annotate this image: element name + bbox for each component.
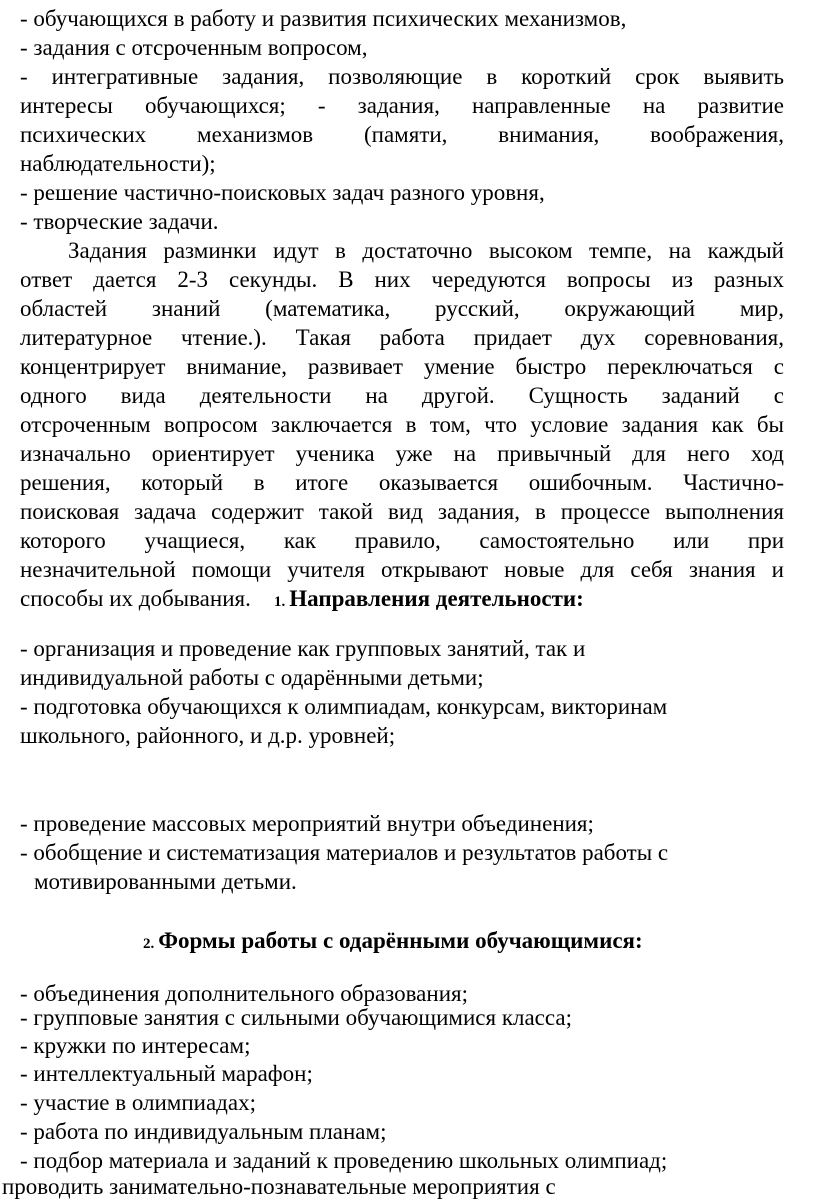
text-line: школьного, районного, и д.р. уровней; — [20, 723, 396, 748]
text-line: индивидуальной работы с одарёнными детьми; — [20, 665, 484, 690]
text-line: которого учащиеся, как правило, самостоятельно или при — [20, 528, 784, 553]
section-title: Направления деятельности: — [289, 586, 584, 611]
text-line: отсроченным вопросом заключается в том, что условие задания как бы — [20, 412, 784, 437]
text-line: незначительной помощи учителя открывают новые для себя знания и — [20, 557, 784, 582]
list-item: - интеллектуальный марафон; — [20, 1061, 313, 1086]
text-line: решения, который в итоге оказывается ошибочным. Частично- — [20, 470, 784, 495]
text-line: концентрирует внимание, развивает умение быстро переключаться с — [20, 354, 784, 379]
text-line: - творческие задачи. — [20, 209, 219, 234]
text-line: наблюдательности); — [20, 151, 216, 176]
text-line: способы их добывания. — [20, 586, 251, 611]
section-heading — [143, 926, 643, 959]
text-line: - интегративные задания, позволяющие в короткий срок выявить — [20, 64, 784, 89]
list-item: - участие в олимпиадах; — [20, 1090, 256, 1115]
text-line: литературное чтение.). Такая работа придает дух соревнования, — [20, 325, 784, 350]
list-item: - проведение массовых мероприятий внутри объединения; — [20, 811, 594, 836]
text-line: изначально ориентирует ученика уже на привычный для него ход — [20, 441, 784, 466]
text-line: - решение частично-поисковых задач разного уровня, — [20, 180, 545, 205]
paragraph-first-line: Задания разминки идут в достаточно высоком темпе, на каждый — [68, 238, 784, 263]
text-line: - задания с отсроченным вопросом, — [20, 35, 368, 60]
text-line: мотивированными детьми. — [34, 869, 297, 894]
text-line: - обучающихся в работу и развития психических механизмов, — [20, 6, 627, 31]
text-line: проводить занимательно-познавательные мероприятия с — [2, 1174, 556, 1199]
list-item: - кружки по интересам; — [20, 1033, 251, 1058]
section-number: 2. — [143, 936, 155, 952]
text-line: поисковая задача содержит такой вид задания, в процессе выполнения — [20, 499, 784, 524]
list-item: - подготовка обучающихся к олимпиадам, конкурсам, викторинам — [20, 694, 668, 719]
list-item: - организация и проведение как групповых занятий, так и — [20, 636, 586, 661]
list-item: - групповые занятия с сильными обучающимися класса; — [20, 1005, 572, 1030]
list-item: - подбор материала и заданий к проведению школьных олимпиад; — [20, 1148, 668, 1173]
section-title: Формы работы с одарёнными обучающимися: — [158, 928, 643, 953]
text-line: ответ дается 2-3 секунды. В них чередуются вопросы из разных — [20, 267, 784, 292]
text-line: интересы обучающихся; - задания, направленные на развитие — [20, 93, 784, 118]
section-number: 1. — [274, 594, 286, 610]
list-item: - объединения дополнительного образования; — [20, 981, 468, 1006]
section-heading — [274, 584, 584, 617]
text-line: одного вида деятельности на другой. Сущность заданий с — [20, 383, 784, 408]
list-item: - работа по индивидуальным планам; — [20, 1119, 387, 1144]
list-item: - обобщение и систематизация материалов и результатов работы с — [20, 840, 669, 865]
text-line: психических механизмов (памяти, внимания, воображения, — [20, 122, 784, 147]
text-line: областей знаний (математика, русский, окружающий мир, — [20, 296, 784, 321]
